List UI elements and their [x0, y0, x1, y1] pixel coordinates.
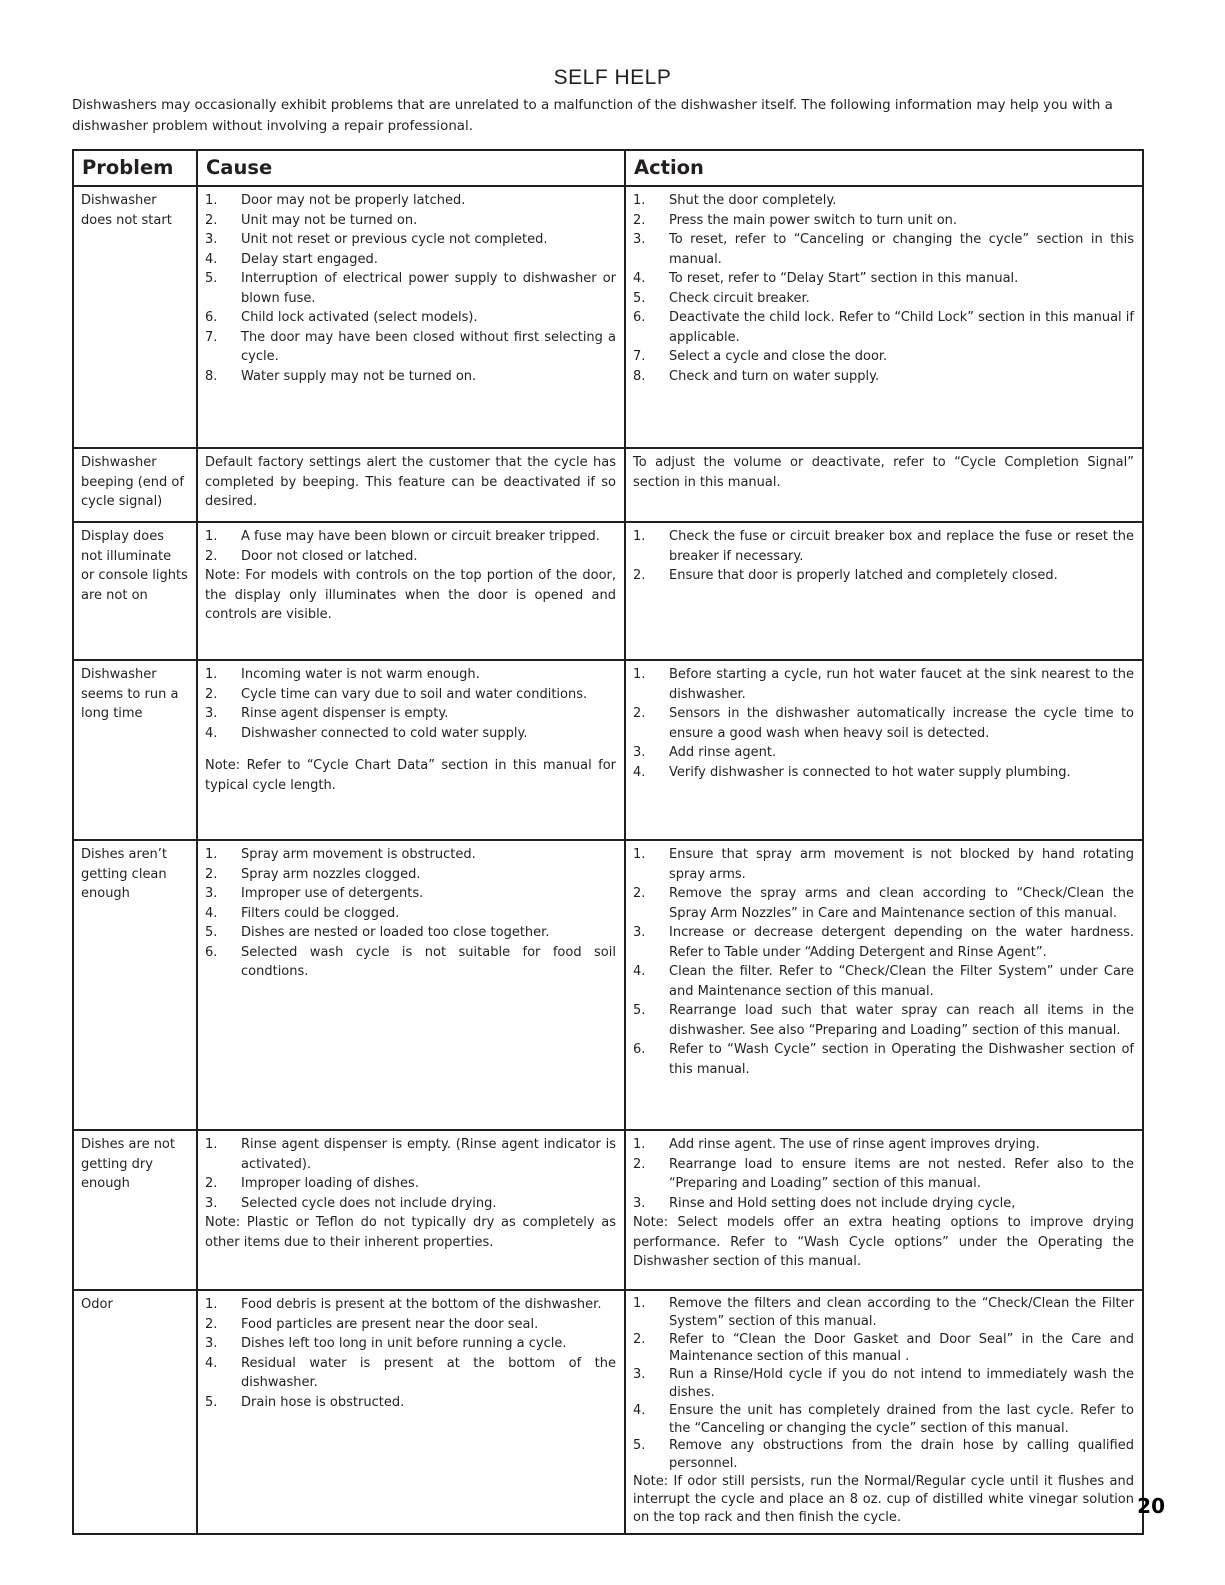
list-item: 3. Improper use of detergents.	[205, 886, 424, 901]
list-item: 5. Rearrange load such that water spray can reach all items in the dishwasher. See also “Preparing and Loading” section of this manual.	[633, 1003, 1134, 1038]
cause-list	[205, 1295, 616, 1412]
list-item: 3. Rinse agent dispenser is empty.	[205, 706, 449, 721]
list-item: 5. Drain hose is obstructed.	[205, 1394, 405, 1410]
list-item: 6. Child lock activated (select models).	[205, 310, 478, 325]
problem-cell: Dishwasher seems to run a long time	[73, 660, 197, 840]
list-item: 6. Refer to “Wash Cycle” section in Operating the Dishwasher section of this manual.	[633, 1042, 1134, 1077]
cause-note: Note: Plastic or Teflon do not typically dry as completely as other items due to their inherent properties.	[205, 1215, 616, 1250]
list-item: 2. Refer to “Clean the Door Gasket and Door Seal” in the Care and Maintenance section of this manual .	[633, 1331, 1134, 1365]
list-item: 8. Check and turn on water supply.	[633, 368, 880, 384]
list-item: 6. Deactivate the child lock. Refer to “Child Lock” section in this manual if applicable.	[633, 310, 1134, 345]
list-item: 1. A fuse may have been blown or circuit breaker tripped.	[205, 529, 600, 544]
cause-cell	[197, 522, 625, 660]
cause-list	[205, 527, 616, 566]
list-item: 4. Dishwasher connected to cold water supply.	[205, 725, 528, 741]
table-row	[73, 840, 1143, 1130]
list-item: 5. Remove any obstructions from the drain hose by calling qualified personnel.	[633, 1438, 1134, 1472]
action-cell	[625, 186, 1143, 448]
list-item: 5. Dishes are nested or loaded too close together.	[205, 925, 550, 940]
cause-note: Note: For models with controls on the top portion of the door, the display only illuminates when the door is opened and controls are visible.	[205, 568, 616, 622]
list-item: 1. Check the fuse or circuit breaker box and replace the fuse or reset the breaker if necessary.	[633, 529, 1134, 564]
header-cause: Cause	[197, 150, 625, 186]
list-item: 8. Water supply may not be turned on.	[205, 368, 477, 384]
table-row	[73, 660, 1143, 840]
page-title: SELF HELP	[553, 66, 672, 89]
cause-text: Default factory settings alert the customer that the cycle has completed by beeping. This feature can be deactivated if so desired.	[205, 455, 616, 509]
list-item: 5. Interruption of electrical power supply to dishwasher or blown fuse.	[205, 271, 616, 306]
cause-list	[205, 191, 616, 386]
list-item: 3. Run a Rinse/Hold cycle if you do not intend to immediately wash the dishes.	[633, 1367, 1134, 1400]
list-item: 3. Rinse and Hold setting does not include drying cycle,	[633, 1195, 1016, 1211]
action-cell	[625, 1130, 1143, 1290]
problem-cell: Display does not illuminate or console lights are not on	[73, 522, 197, 660]
cause-cell	[197, 660, 625, 840]
cause-list	[205, 845, 616, 982]
list-item: 1. Spray arm movement is obstructed.	[205, 847, 476, 862]
cause-list	[205, 1135, 616, 1213]
table-row	[73, 448, 1143, 522]
list-item: 2. Unit may not be turned on.	[205, 212, 418, 228]
list-item: 3. Add rinse agent.	[633, 745, 777, 760]
list-item: 7. The door may have been closed without first selecting a cycle.	[205, 329, 616, 364]
header-problem: Problem	[73, 150, 197, 186]
action-note: Note: Select models offer an extra heating options to improve drying performance. Refer to “Wash Cycle options” under the Operating the Dishwasher section of this manual.	[633, 1215, 1134, 1269]
list-item: 3. Unit not reset or previous cycle not completed.	[205, 232, 548, 247]
list-item: 3. To reset, refer to “Canceling or changing the cycle” section in this manual.	[633, 232, 1134, 267]
action-cell	[625, 522, 1143, 660]
problem-cell: Dishes are not getting dry enough	[73, 1130, 197, 1290]
problem-cell: Odor	[73, 1290, 197, 1534]
list-item: 1. Incoming water is not warm enough.	[205, 667, 480, 682]
list-item: 2. Sensors in the dishwasher automatically increase the cycle time to ensure a good wash when heavy soil is detected.	[633, 706, 1134, 741]
list-item: 2. Food particles are present near the door seal.	[205, 1316, 539, 1332]
table-header-row	[73, 150, 1143, 186]
cause-note: Note: Refer to “Cycle Chart Data” section in this manual for typical cycle length.	[205, 758, 616, 793]
table-row	[73, 1130, 1143, 1290]
table-row	[73, 1290, 1143, 1534]
list-item: 4. Clean the filter. Refer to “Check/Clean the Filter System” under Care and Maintenance section of this manual.	[633, 964, 1134, 999]
action-list	[633, 1295, 1134, 1473]
list-item: 4. Filters could be clogged.	[205, 905, 400, 921]
cause-list	[205, 665, 616, 743]
list-item: 4. Verify dishwasher is connected to hot water supply plumbing.	[633, 764, 1071, 780]
action-list	[633, 665, 1134, 782]
action-text: To adjust the volume or deactivate, refer to “Cycle Completion Signal” section in this manual.	[633, 455, 1134, 490]
list-item: 2. Cycle time can vary due to soil and water conditions.	[205, 686, 588, 702]
list-item: 1. Shut the door completely.	[633, 193, 837, 208]
list-item: 1. Ensure that spray arm movement is not blocked by hand rotating spray arms.	[633, 847, 1134, 882]
cause-cell	[197, 448, 625, 522]
table-row	[73, 186, 1143, 448]
list-item: 4. Residual water is present at the bottom of the dishwasher.	[205, 1355, 616, 1390]
list-item: 4. Delay start engaged.	[205, 251, 378, 267]
problem-cell: Dishwasher beeping (end of cycle signal)	[73, 448, 197, 522]
problem-cell: Dishes aren’t getting clean enough	[73, 840, 197, 1130]
list-item: 1. Add rinse agent. The use of rinse agent improves drying.	[633, 1137, 1040, 1152]
list-item: 6. Selected wash cycle is not suitable for food soil condtions.	[205, 944, 616, 979]
action-cell	[625, 840, 1143, 1130]
list-item: 2. Improper loading of dishes.	[205, 1176, 419, 1191]
problem-cell: Dishwasher does not start	[73, 186, 197, 448]
list-item: 3. Dishes left too long in unit before running a cycle.	[205, 1336, 567, 1351]
list-item: 1. Food debris is present at the bottom of the dishwasher.	[205, 1297, 602, 1312]
list-item: 2. Spray arm nozzles clogged.	[205, 866, 421, 882]
header-action: Action	[625, 150, 1143, 186]
action-cell	[625, 448, 1143, 522]
action-list	[633, 845, 1134, 1079]
intro-paragraph: Dishwashers may occasionally exhibit problems that are unrelated to a malfunction of the dishwasher itself. The following information may help you with a dishwasher problem without involving a repair professional.	[72, 98, 1113, 134]
list-item: 2. Press the main power switch to turn unit on.	[633, 212, 958, 228]
list-item: 1. Remove the filters and clean according to the “Check/Clean the Filter System” section of this manual.	[633, 1296, 1134, 1329]
action-cell	[625, 1290, 1143, 1534]
table-row	[73, 522, 1143, 660]
cause-cell	[197, 1130, 625, 1290]
list-item: 5. Check circuit breaker.	[633, 290, 810, 306]
cause-cell	[197, 840, 625, 1130]
page-number: 20	[1137, 1494, 1165, 1518]
list-item: 2. Door not closed or latched.	[205, 548, 418, 564]
cause-cell	[197, 186, 625, 448]
action-list	[633, 191, 1134, 386]
list-item: 1. Before starting a cycle, run hot water faucet at the sink nearest to the dishwasher.	[633, 667, 1134, 702]
list-item: 4. To reset, refer to “Delay Start” section in this manual.	[633, 271, 1019, 286]
list-item: 1. Rinse agent dispenser is empty. (Rinse agent indicator is activated).	[205, 1137, 616, 1172]
action-list	[633, 527, 1134, 586]
list-item: 2. Ensure that door is properly latched and completely closed.	[633, 568, 1058, 583]
list-item: 2. Rearrange load to ensure items are not nested. Refer also to the “Preparing and Loading” section of this manual.	[633, 1156, 1134, 1191]
list-item: 3. Increase or decrease detergent depending on the water hardness. Refer to Table under “Adding Detergent and Rinse Agent”.	[633, 925, 1134, 960]
list-item: 4. Ensure the unit has completely drained from the last cycle. Refer to the “Canceling or changing the cycle” section of this manual.	[633, 1402, 1134, 1436]
action-list	[633, 1135, 1134, 1213]
list-item: 7. Select a cycle and close the door.	[633, 349, 888, 364]
list-item: 1. Door may not be properly latched.	[205, 193, 466, 208]
list-item: 2. Remove the spray arms and clean according to “Check/Clean the Spray Arm Nozzles” in Care and Maintenance section of this manual.	[633, 886, 1134, 921]
self-help-table	[72, 149, 1144, 1535]
action-note: Note: If odor still persists, run the Normal/Regular cycle until it flushes and interrupt the cycle and place an 8 oz. cup of distilled white vinegar solution on the top rack and then finish the cycle.	[633, 1473, 1134, 1525]
cause-cell	[197, 1290, 625, 1534]
action-cell	[625, 660, 1143, 840]
list-item: 3. Selected cycle does not include drying.	[205, 1195, 497, 1211]
